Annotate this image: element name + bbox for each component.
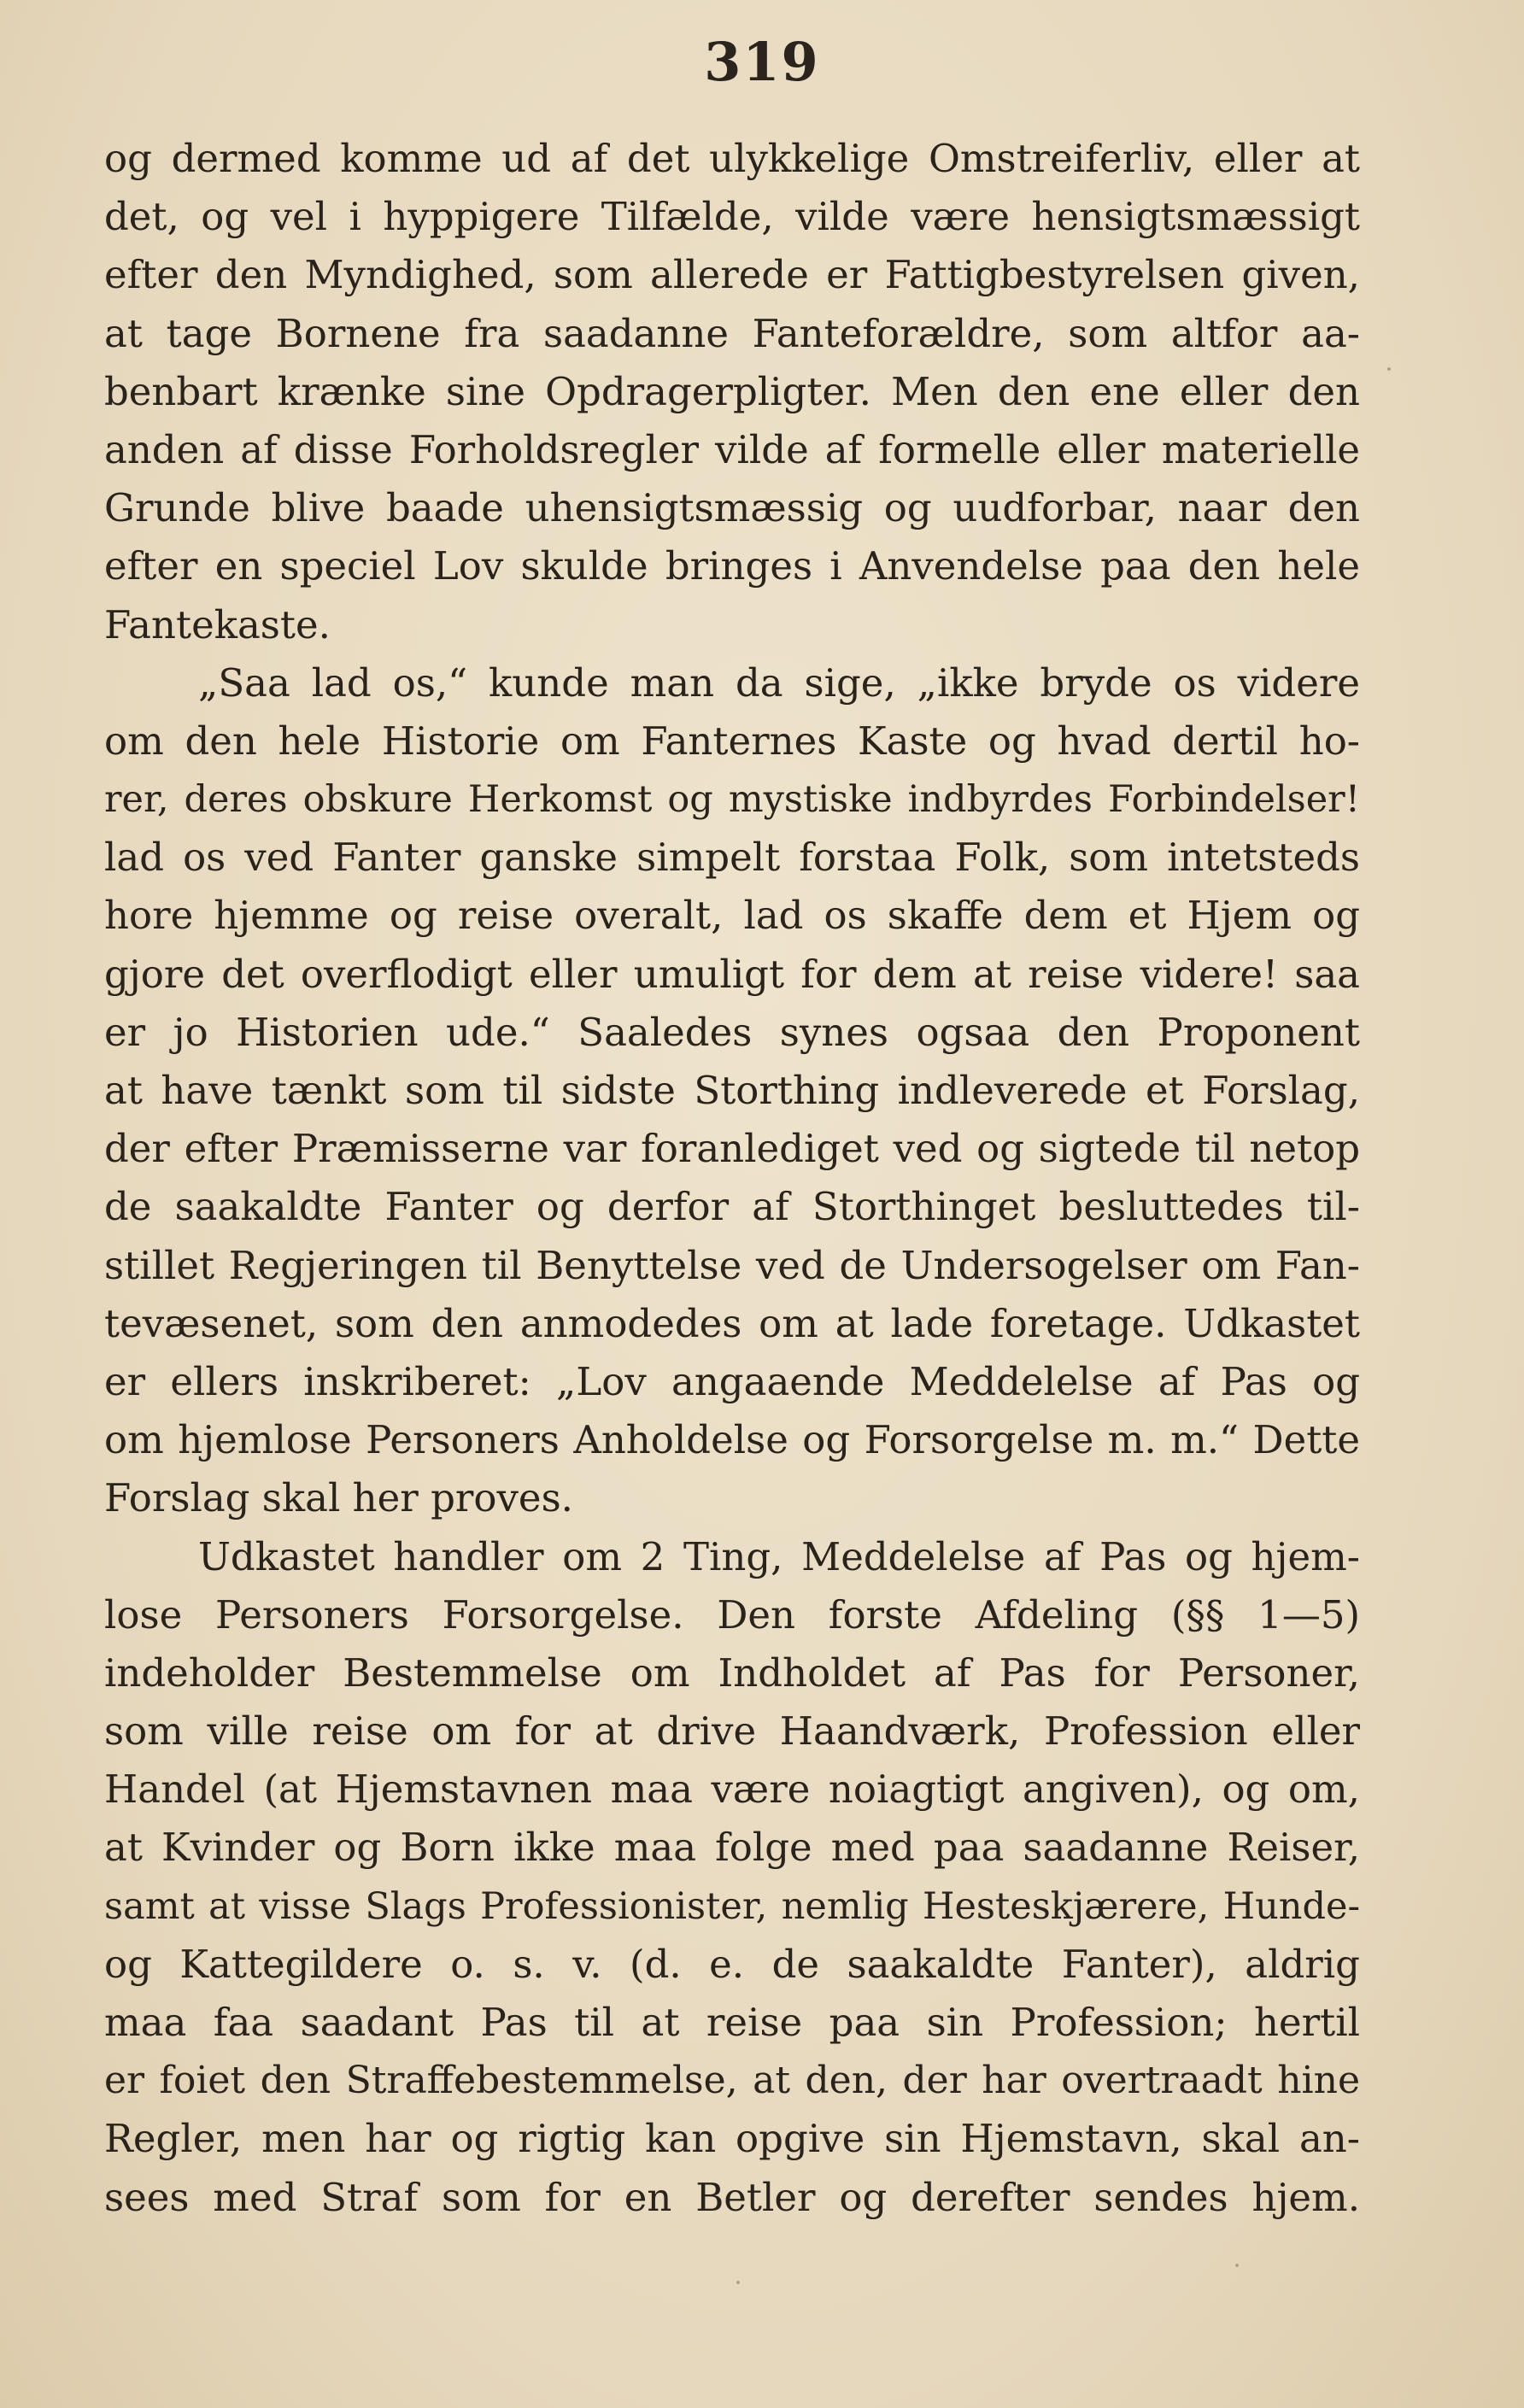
text-line: er ellers inskriberet: „Lov angaaende Meddelelse af Pas og xyxy=(104,1358,1360,1404)
paper-speck xyxy=(1387,367,1391,371)
page-number: 319 xyxy=(704,31,820,93)
text-line: benbart krænke sine Opdragerpligter. Men den ene eller den xyxy=(104,368,1360,414)
text-line: der efter Præmisserne var foranlediget ved og sigtede til netop xyxy=(104,1126,1360,1172)
text-line: Regler, men har og rigtig kan opgive sin Hjemstavn, skal an- xyxy=(104,2116,1360,2162)
text-line: Udkastet handler om 2 Ting, Meddelelse af Pas og hjem- xyxy=(198,1533,1360,1579)
text-line: indeholder Bestemmelse om Indholdet af Pas for Personer, xyxy=(104,1649,1360,1696)
text-line: anden af disse Forholdsregler vilde af formelle eller materielle xyxy=(104,426,1360,472)
text-line: at Kvinder og Born ikke maa folge med paa saadanne Reiser, xyxy=(104,1825,1360,1871)
paper-speck xyxy=(736,2281,740,2284)
text-line: efter den Myndighed, som allerede er Fattigbestyrelsen given, xyxy=(104,252,1360,298)
text-line: de saakaldte Fanter og derfor af Storthinget besluttedes til- xyxy=(104,1184,1360,1230)
text-line: Forslag skal her proves. xyxy=(104,1475,573,1521)
text-line: og dermed komme ud af det ulykkelige Omstreiferliv, eller at xyxy=(104,136,1360,181)
text-line: stillet Regjeringen til Benyttelse ved de Undersogelser om Fan- xyxy=(104,1242,1360,1288)
text-line: at have tænkt som til sidste Storthing indleverede et Forslag, xyxy=(104,1068,1360,1113)
text-line: at tage Bornene fra saadanne Fanteforældre, som altfor aa- xyxy=(104,310,1360,356)
text-line: om hjemlose Personers Anholdelse og Forsorgelse m. m.“ Dette xyxy=(104,1417,1360,1463)
text-line: sees med Straf som for en Betler og derefter sendes hjem. xyxy=(104,2174,1360,2220)
text-line: „Saa lad os,“ kunde man da sige, „ikke bryde os videre xyxy=(198,659,1360,706)
text-line: som ville reise om for at drive Haandværk, Profession eller xyxy=(104,1708,1360,1755)
text-line: maa faa saadant Pas til at reise paa sin Profession; hertil xyxy=(104,2000,1360,2045)
text-line: Grunde blive baade uhensigtsmæssig og uudforbar, naar den xyxy=(104,485,1360,531)
text-line: rer, deres obskure Herkomst og mystiske indbyrdes Forbindelser! xyxy=(104,778,1360,822)
text-line: Fantekaste. xyxy=(104,601,331,647)
text-line: det, og vel i hyppigere Tilfælde, vilde være hensigtsmæssigt xyxy=(104,194,1360,240)
text-line: gjore det overflodigt eller umuligt for dem at reise videre! saa xyxy=(104,951,1360,997)
text-line: tevæsenet, som den anmodedes om at lade foretage. Udkastet xyxy=(104,1300,1360,1346)
text-line: Handel (at Hjemstavnen maa være noiagtigt angiven), og om, xyxy=(104,1766,1360,1813)
text-line: hore hjemme og reise overalt, lad os skaffe dem et Hjem og xyxy=(104,893,1360,939)
text-line: efter en speciel Lov skulde bringes i Anvendelse paa den hele xyxy=(104,543,1360,589)
text-line: er jo Historien ude.“ Saaledes synes ogsaa den Proponent xyxy=(104,1009,1360,1055)
text-line: og Kattegildere o. s. v. (d. e. de saakaldte Fanter), aldrig xyxy=(104,1941,1360,1987)
text-line: lad os ved Fanter ganske simpelt forstaa Folk, som intetsteds xyxy=(104,835,1360,881)
text-line: om den hele Historie om Fanternes Kaste og hvad dertil ho- xyxy=(104,718,1360,764)
text-line: er foiet den Straffebestemmelse, at den, der har overtraadt hine xyxy=(104,2059,1360,2103)
body-text xyxy=(104,130,1360,2227)
paper-speck xyxy=(1235,2264,1239,2267)
text-line: lose Personers Forsorgelse. Den forste Afdeling (§§ 1—5) xyxy=(104,1591,1360,1638)
text-line: samt at visse Slags Professionister, nemlig Hesteskjærere, Hunde- xyxy=(104,1884,1360,1928)
